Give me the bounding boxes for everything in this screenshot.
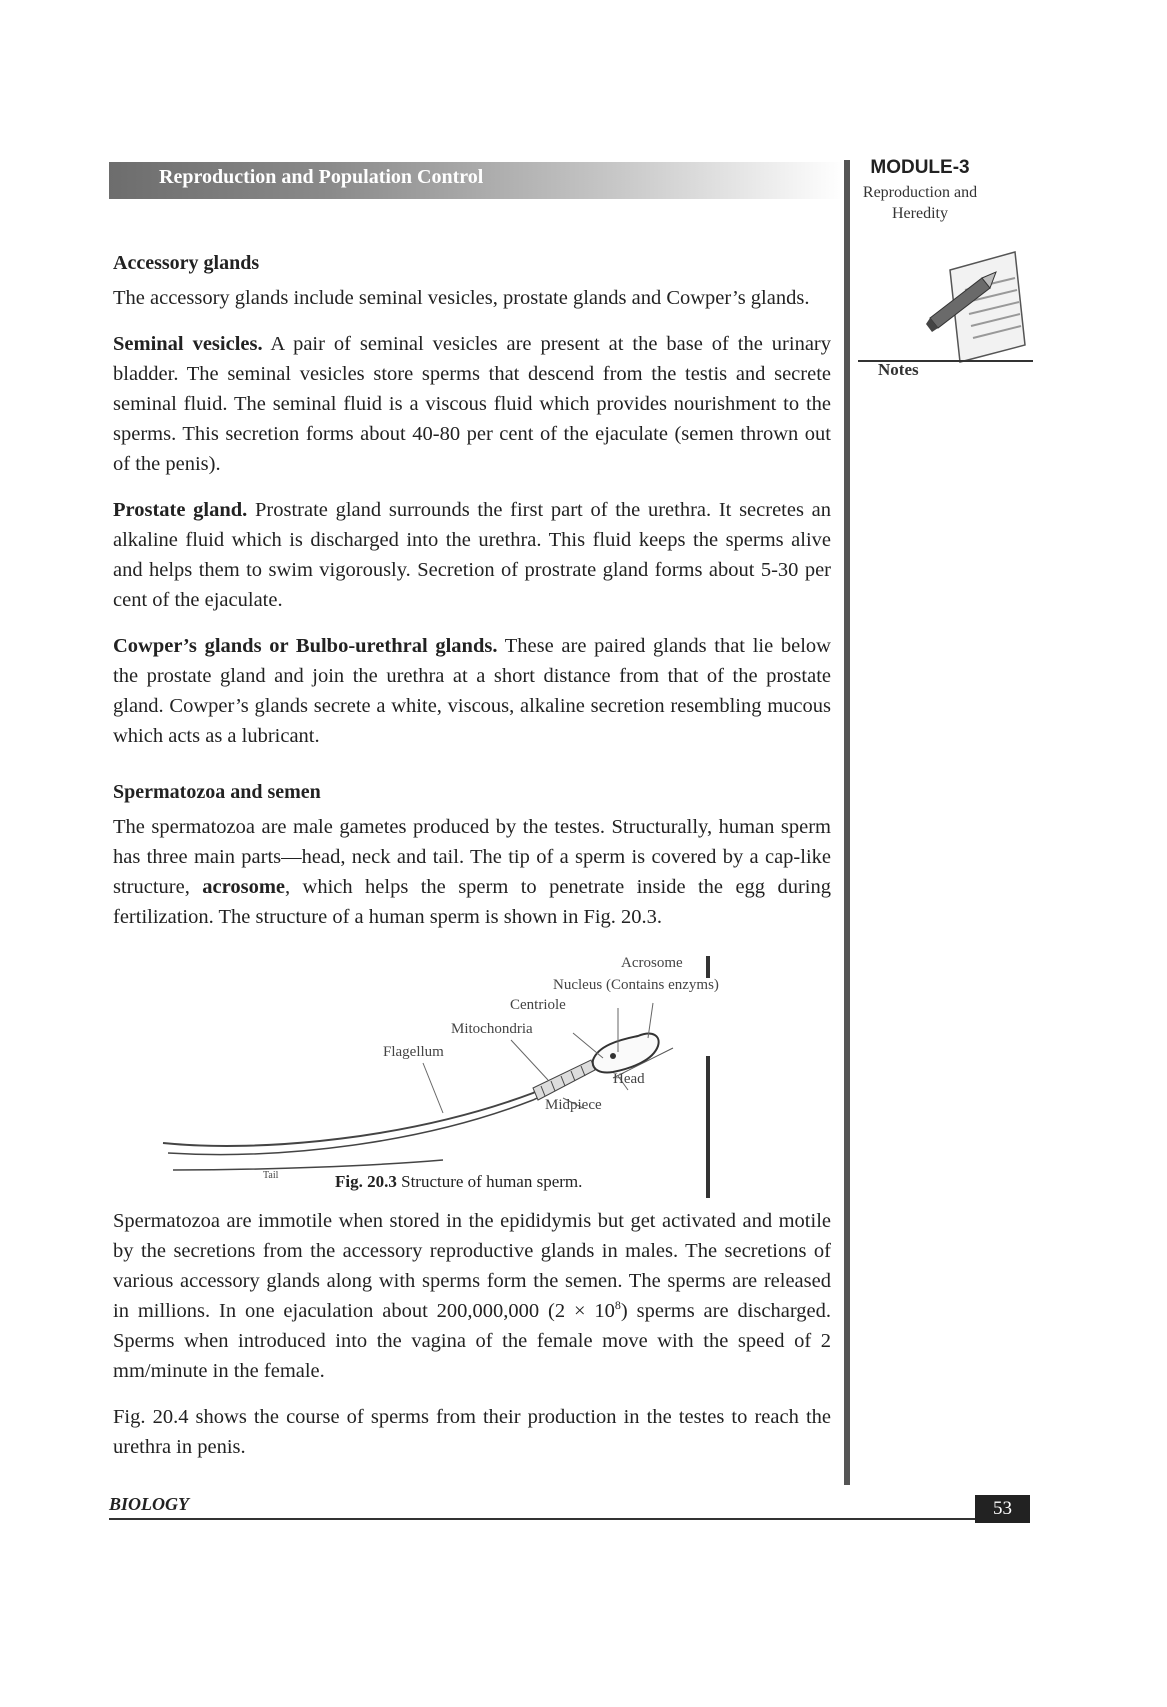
sperm-figure [113,948,831,1198]
label-nucleus: Nucleus [553,977,603,993]
seminal-vesicles-text: A pair of seminal vesicles are present at the base of the urinary bladder. The seminal vesicles store sperms that descend from the testis and secrete seminal fluid. The seminal fluid is a viscous fluid which provides nourishment to the sperms. This secretion forms about 40-80 per cent of the ejaculate (semen thrown out of the penis). [113,333,832,475]
label-centriole: Centriole [510,997,566,1013]
activation-text-b: ) sperms are discharged. Sperms when introduced into the vagina of the female move with the speed of 2 mm/minute in the female. [113,1300,831,1382]
figure-caption-text: Structure of human sperm. [396,1172,583,1191]
term-seminal-vesicles: Seminal vesicles. [113,333,263,355]
section-heading-spermatozoa: Spermatozoa and semen [113,781,321,803]
notes-pencil-icon [920,250,1030,375]
cowper-text: These are paired glands that lie below the prostate gland and join the urethra at a short distance from that of the prostate gland. Cowper’s glands secrete a white, viscous, alkaline secretion resembling mucous which acts as a lubricant. [113,635,831,747]
sperm-diagram [113,948,831,1198]
label-enzymes: (Contains enzyms) [606,977,719,993]
paragraph-fig-reference: Fig. 20.4 shows the course of sperms from their production in the testes to reach the urethra in penis. [113,1406,831,1458]
section-heading-accessory: Accessory glands [113,252,260,274]
main-content [113,250,831,1478]
page-number: 53 [975,1495,1030,1523]
paragraph-accessory-intro: The accessory glands include seminal vesicles, prostate glands and Cowper’s glands. [113,287,810,309]
label-flagellum: Flagellum [383,1044,444,1060]
spermatozoa-text-b: , which helps the sperm to penetrate inside the egg during fertilization. The structure of a human sperm is shown in Fig. 20.3. [113,876,831,928]
module-box [855,157,985,224]
spermatozoa-text-a: The spermatozoa are male gametes produced by the testes. Structurally, human sperm has three main parts—head, neck and tail. The tip of a sperm is covered by a cap-like structure, [113,816,831,898]
activation-text-a: Spermatozoa are immotile when stored in the epididymis but get activated and motile by the secretions from the accessory reproductive glands in males. The secretions of various accessory glands along with sperms form the semen. The sperms are released in millions. In one ejaculation about 200,000,000 (2 × 10 [113,1210,831,1322]
notes-label: Notes [878,360,919,379]
figure-caption [335,1172,582,1192]
label-midpiece: Midpiece [545,1097,602,1113]
paragraph-spermatozoa-structure [113,812,831,932]
figure-number: Fig. 20.3 [335,1172,397,1191]
label-mitochondria: Mitochondria [451,1021,533,1037]
prostate-text: Prostrate gland surrounds the first part of the urethra. It secretes an alkaline fluid which is discharged into the urethra. This fluid keeps the sperms alive and helps them to swim vigorously. Secretion of prostrate gland forms about 5-30 per cent of the ejaculate. [113,499,831,611]
label-acrosome: Acrosome [621,955,683,971]
paragraph-seminal-vesicles [113,329,831,479]
module-title: MODULE-3 [870,157,970,178]
label-tail: Tail [263,1170,279,1181]
footer-rule [109,1518,1029,1520]
margin-divider [844,160,850,1485]
term-prostate: Prostate gland. [113,499,248,521]
paragraph-spermatozoa-activation [113,1206,831,1386]
term-cowper: Cowper’s glands or Bulbo-urethral glands. [113,635,498,657]
paragraph-prostate [113,495,831,615]
module-subtitle: Reproduction and Heredity [862,184,978,222]
label-head: Head [613,1071,645,1087]
footer-subject: BIOLOGY [109,1494,189,1514]
term-acrosome: acrosome [202,876,285,898]
exponent: 8 [614,1298,621,1313]
chapter-header-bar [109,162,844,199]
chapter-title: Reproduction and Population Control [159,166,484,188]
paragraph-cowper [113,631,831,751]
